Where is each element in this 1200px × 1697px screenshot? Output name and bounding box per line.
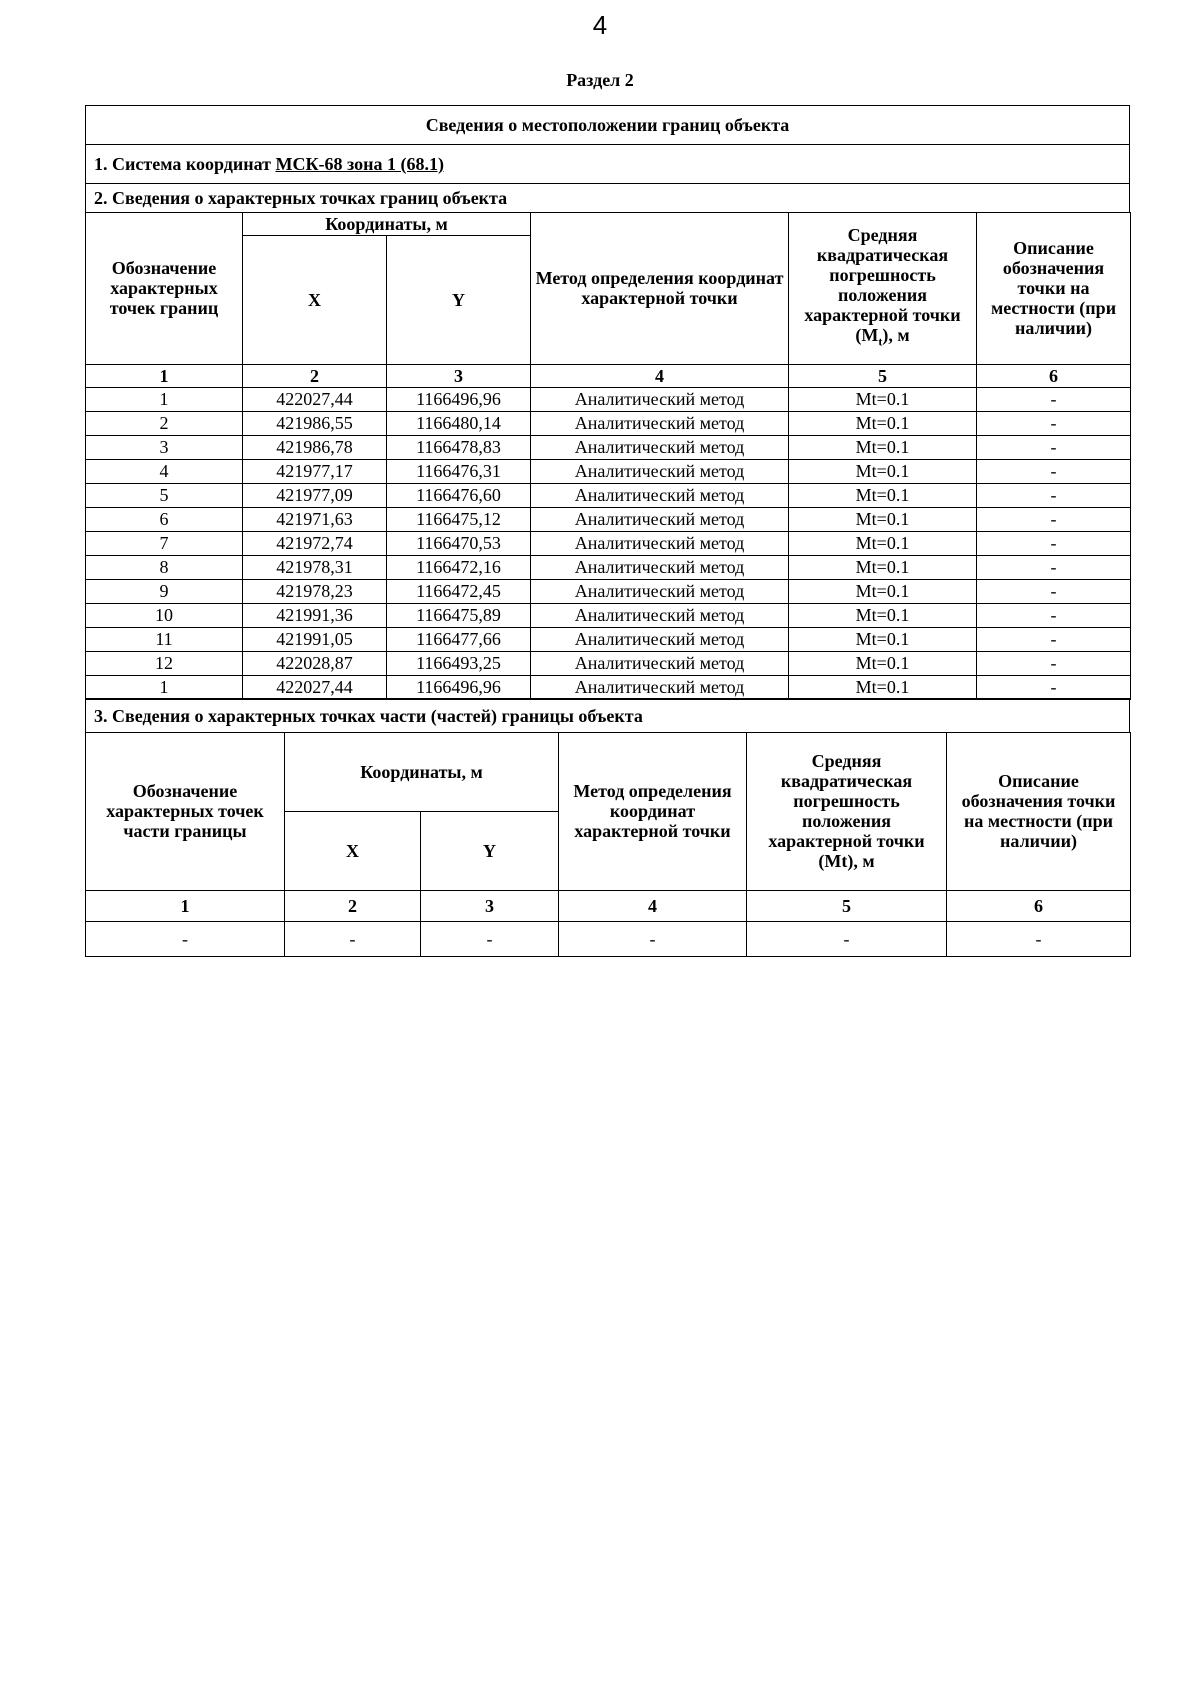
boundary-document — [85, 105, 1130, 957]
cell-6: - — [977, 603, 1131, 627]
cell-2: 421971,63 — [243, 507, 387, 531]
col-header-error: Средняя квадратическая погрешность положения характерной точки $(M_t)$, м — [789, 212, 977, 364]
column-number-1: 1 — [86, 364, 243, 387]
table-row — [86, 579, 1131, 603]
cell-4: - — [559, 921, 747, 956]
cell-2: 421972,74 — [243, 531, 387, 555]
part-boundary-points-table — [85, 732, 1131, 957]
t2-col-header-y: Y — [421, 811, 559, 890]
cell-6: - — [977, 459, 1131, 483]
cell-3: 1166496,96 — [387, 675, 531, 699]
cell-3: 1166476,31 — [387, 459, 531, 483]
cell-6: - — [977, 483, 1131, 507]
cell-5: Mt=0.1 — [789, 627, 977, 651]
col-header-coords: Координаты, м — [243, 212, 531, 235]
page-number: 4 — [592, 10, 608, 40]
cell-4: Аналитический метод — [531, 507, 789, 531]
header-table — [85, 105, 1130, 213]
cell-2: 421986,78 — [243, 435, 387, 459]
col-header-x: X — [243, 235, 387, 364]
table-row — [86, 675, 1131, 699]
coord-system-prefix: 1. Система координат — [94, 154, 276, 174]
t2-col-header-method: Метод определения координат характерной точки — [559, 732, 747, 890]
cell-4: Аналитический метод — [531, 459, 789, 483]
col-header-y: Y — [387, 235, 531, 364]
cell-1: 10 — [86, 603, 243, 627]
column-number-3: 3 — [387, 364, 531, 387]
column-number-4: 4 — [531, 364, 789, 387]
table-row — [86, 603, 1131, 627]
cell-6: - — [977, 435, 1131, 459]
cell-5: Mt=0.1 — [789, 483, 977, 507]
column-number-3: 3 — [421, 890, 559, 921]
t2-col-header-designation: Обозначение характерных точек части границы — [86, 732, 285, 890]
table-row — [86, 483, 1131, 507]
cell-1: 12 — [86, 651, 243, 675]
cell-4: Аналитический метод — [531, 603, 789, 627]
cell-3: 1166470,53 — [387, 531, 531, 555]
cell-3: 1166496,96 — [387, 387, 531, 411]
cell-2: 422028,87 — [243, 651, 387, 675]
main-title: Сведения о местоположении границ объекта — [86, 106, 1130, 145]
cell-2: 421977,09 — [243, 483, 387, 507]
cell-5: Mt=0.1 — [789, 579, 977, 603]
cell-3: 1166472,45 — [387, 579, 531, 603]
col-header-description: Описание обозначения точки на местности (при наличии) — [977, 212, 1131, 364]
cell-3: 1166475,89 — [387, 603, 531, 627]
table-row — [86, 507, 1131, 531]
cell-3: 1166493,25 — [387, 651, 531, 675]
cell-5: - — [747, 921, 947, 956]
table-row — [86, 651, 1131, 675]
section-title: Раздел 2 — [566, 70, 634, 90]
cell-5: Mt=0.1 — [789, 387, 977, 411]
cell-4: Аналитический метод — [531, 579, 789, 603]
column-number-6: 6 — [947, 890, 1131, 921]
cell-6: - — [947, 921, 1131, 956]
cell-4: Аналитический метод — [531, 675, 789, 699]
cell-2: 422027,44 — [243, 387, 387, 411]
cell-6: - — [977, 555, 1131, 579]
table-row — [86, 531, 1131, 555]
column-number-1: 1 — [86, 890, 285, 921]
cell-5: Mt=0.1 — [789, 531, 977, 555]
column-number-5: 5 — [747, 890, 947, 921]
cell-4: Аналитический метод — [531, 627, 789, 651]
cell-6: - — [977, 387, 1131, 411]
t2-col-header-x: X — [285, 811, 421, 890]
cell-2: 421991,05 — [243, 627, 387, 651]
column-number-2: 2 — [285, 890, 421, 921]
cell-5: Mt=0.1 — [789, 675, 977, 699]
cell-1: 1 — [86, 675, 243, 699]
table-row — [86, 411, 1131, 435]
t2-col-header-description: Описание обозначения точки на местности (при наличии) — [947, 732, 1131, 890]
table-row — [86, 459, 1131, 483]
cell-4: Аналитический метод — [531, 435, 789, 459]
table-row — [86, 555, 1131, 579]
cell-4: Аналитический метод — [531, 411, 789, 435]
cell-3: 1166478,83 — [387, 435, 531, 459]
cell-3: 1166476,60 — [387, 483, 531, 507]
cell-4: Аналитический метод — [531, 555, 789, 579]
column-number-row — [86, 364, 1131, 387]
cell-3: 1166472,16 — [387, 555, 531, 579]
cell-2: 421978,23 — [243, 579, 387, 603]
col-header-method: Метод определения координат характерной точки — [531, 212, 789, 364]
cell-5: Mt=0.1 — [789, 459, 977, 483]
col-header-designation: Обозначение характерных точек границ — [86, 212, 243, 364]
cell-6: - — [977, 651, 1131, 675]
cell-5: Mt=0.1 — [789, 651, 977, 675]
table2-caption: 3. Сведения о характерных точках части (частей) границы объекта — [86, 699, 1130, 733]
cell-4: Аналитический метод — [531, 531, 789, 555]
cell-5: Mt=0.1 — [789, 603, 977, 627]
table-row — [86, 627, 1131, 651]
cell-6: - — [977, 411, 1131, 435]
cell-1: 6 — [86, 507, 243, 531]
cell-2: 421978,31 — [243, 555, 387, 579]
cell-3: - — [421, 921, 559, 956]
column-number-4: 4 — [559, 890, 747, 921]
cell-6: - — [977, 507, 1131, 531]
cell-5: Mt=0.1 — [789, 411, 977, 435]
cell-1: - — [86, 921, 285, 956]
coord-system-value: МСК-68 зона 1 (68.1) — [275, 154, 444, 174]
table-row — [86, 921, 1131, 956]
column-number-2: 2 — [243, 364, 387, 387]
column-number-6: 6 — [977, 364, 1131, 387]
table-row — [86, 435, 1131, 459]
cell-5: Mt=0.1 — [789, 555, 977, 579]
cell-6: - — [977, 579, 1131, 603]
cell-1: 8 — [86, 555, 243, 579]
cell-5: Mt=0.1 — [789, 507, 977, 531]
cell-3: 1166475,12 — [387, 507, 531, 531]
cell-1: 1 — [86, 387, 243, 411]
boundary-points-table — [85, 212, 1131, 700]
cell-2: - — [285, 921, 421, 956]
cell-1: 7 — [86, 531, 243, 555]
cell-2: 421986,55 — [243, 411, 387, 435]
column-number-5: 5 — [789, 364, 977, 387]
cell-1: 9 — [86, 579, 243, 603]
cell-4: Аналитический метод — [531, 483, 789, 507]
table-row — [86, 387, 1131, 411]
cell-1: 2 — [86, 411, 243, 435]
cell-4: Аналитический метод — [531, 651, 789, 675]
table1-caption: 2. Сведения о характерных точках границ объекта — [86, 184, 1130, 213]
cell-5: Mt=0.1 — [789, 435, 977, 459]
cell-6: - — [977, 675, 1131, 699]
cell-1: 4 — [86, 459, 243, 483]
cell-3: 1166480,14 — [387, 411, 531, 435]
cell-1: 3 — [86, 435, 243, 459]
cell-2: 421991,36 — [243, 603, 387, 627]
cell-6: - — [977, 627, 1131, 651]
cell-2: 422027,44 — [243, 675, 387, 699]
table2-caption-table — [85, 698, 1130, 733]
cell-1: 5 — [86, 483, 243, 507]
t2-col-header-error: Средняя квадратическая погрешность положения характерной точки (Mt), м — [747, 732, 947, 890]
cell-3: 1166477,66 — [387, 627, 531, 651]
t2-column-number-row — [86, 890, 1131, 921]
cell-2: 421977,17 — [243, 459, 387, 483]
cell-6: - — [977, 531, 1131, 555]
coord-system-line — [86, 145, 1130, 184]
cell-1: 11 — [86, 627, 243, 651]
t2-col-header-coords: Координаты, м — [285, 732, 559, 811]
cell-4: Аналитический метод — [531, 387, 789, 411]
